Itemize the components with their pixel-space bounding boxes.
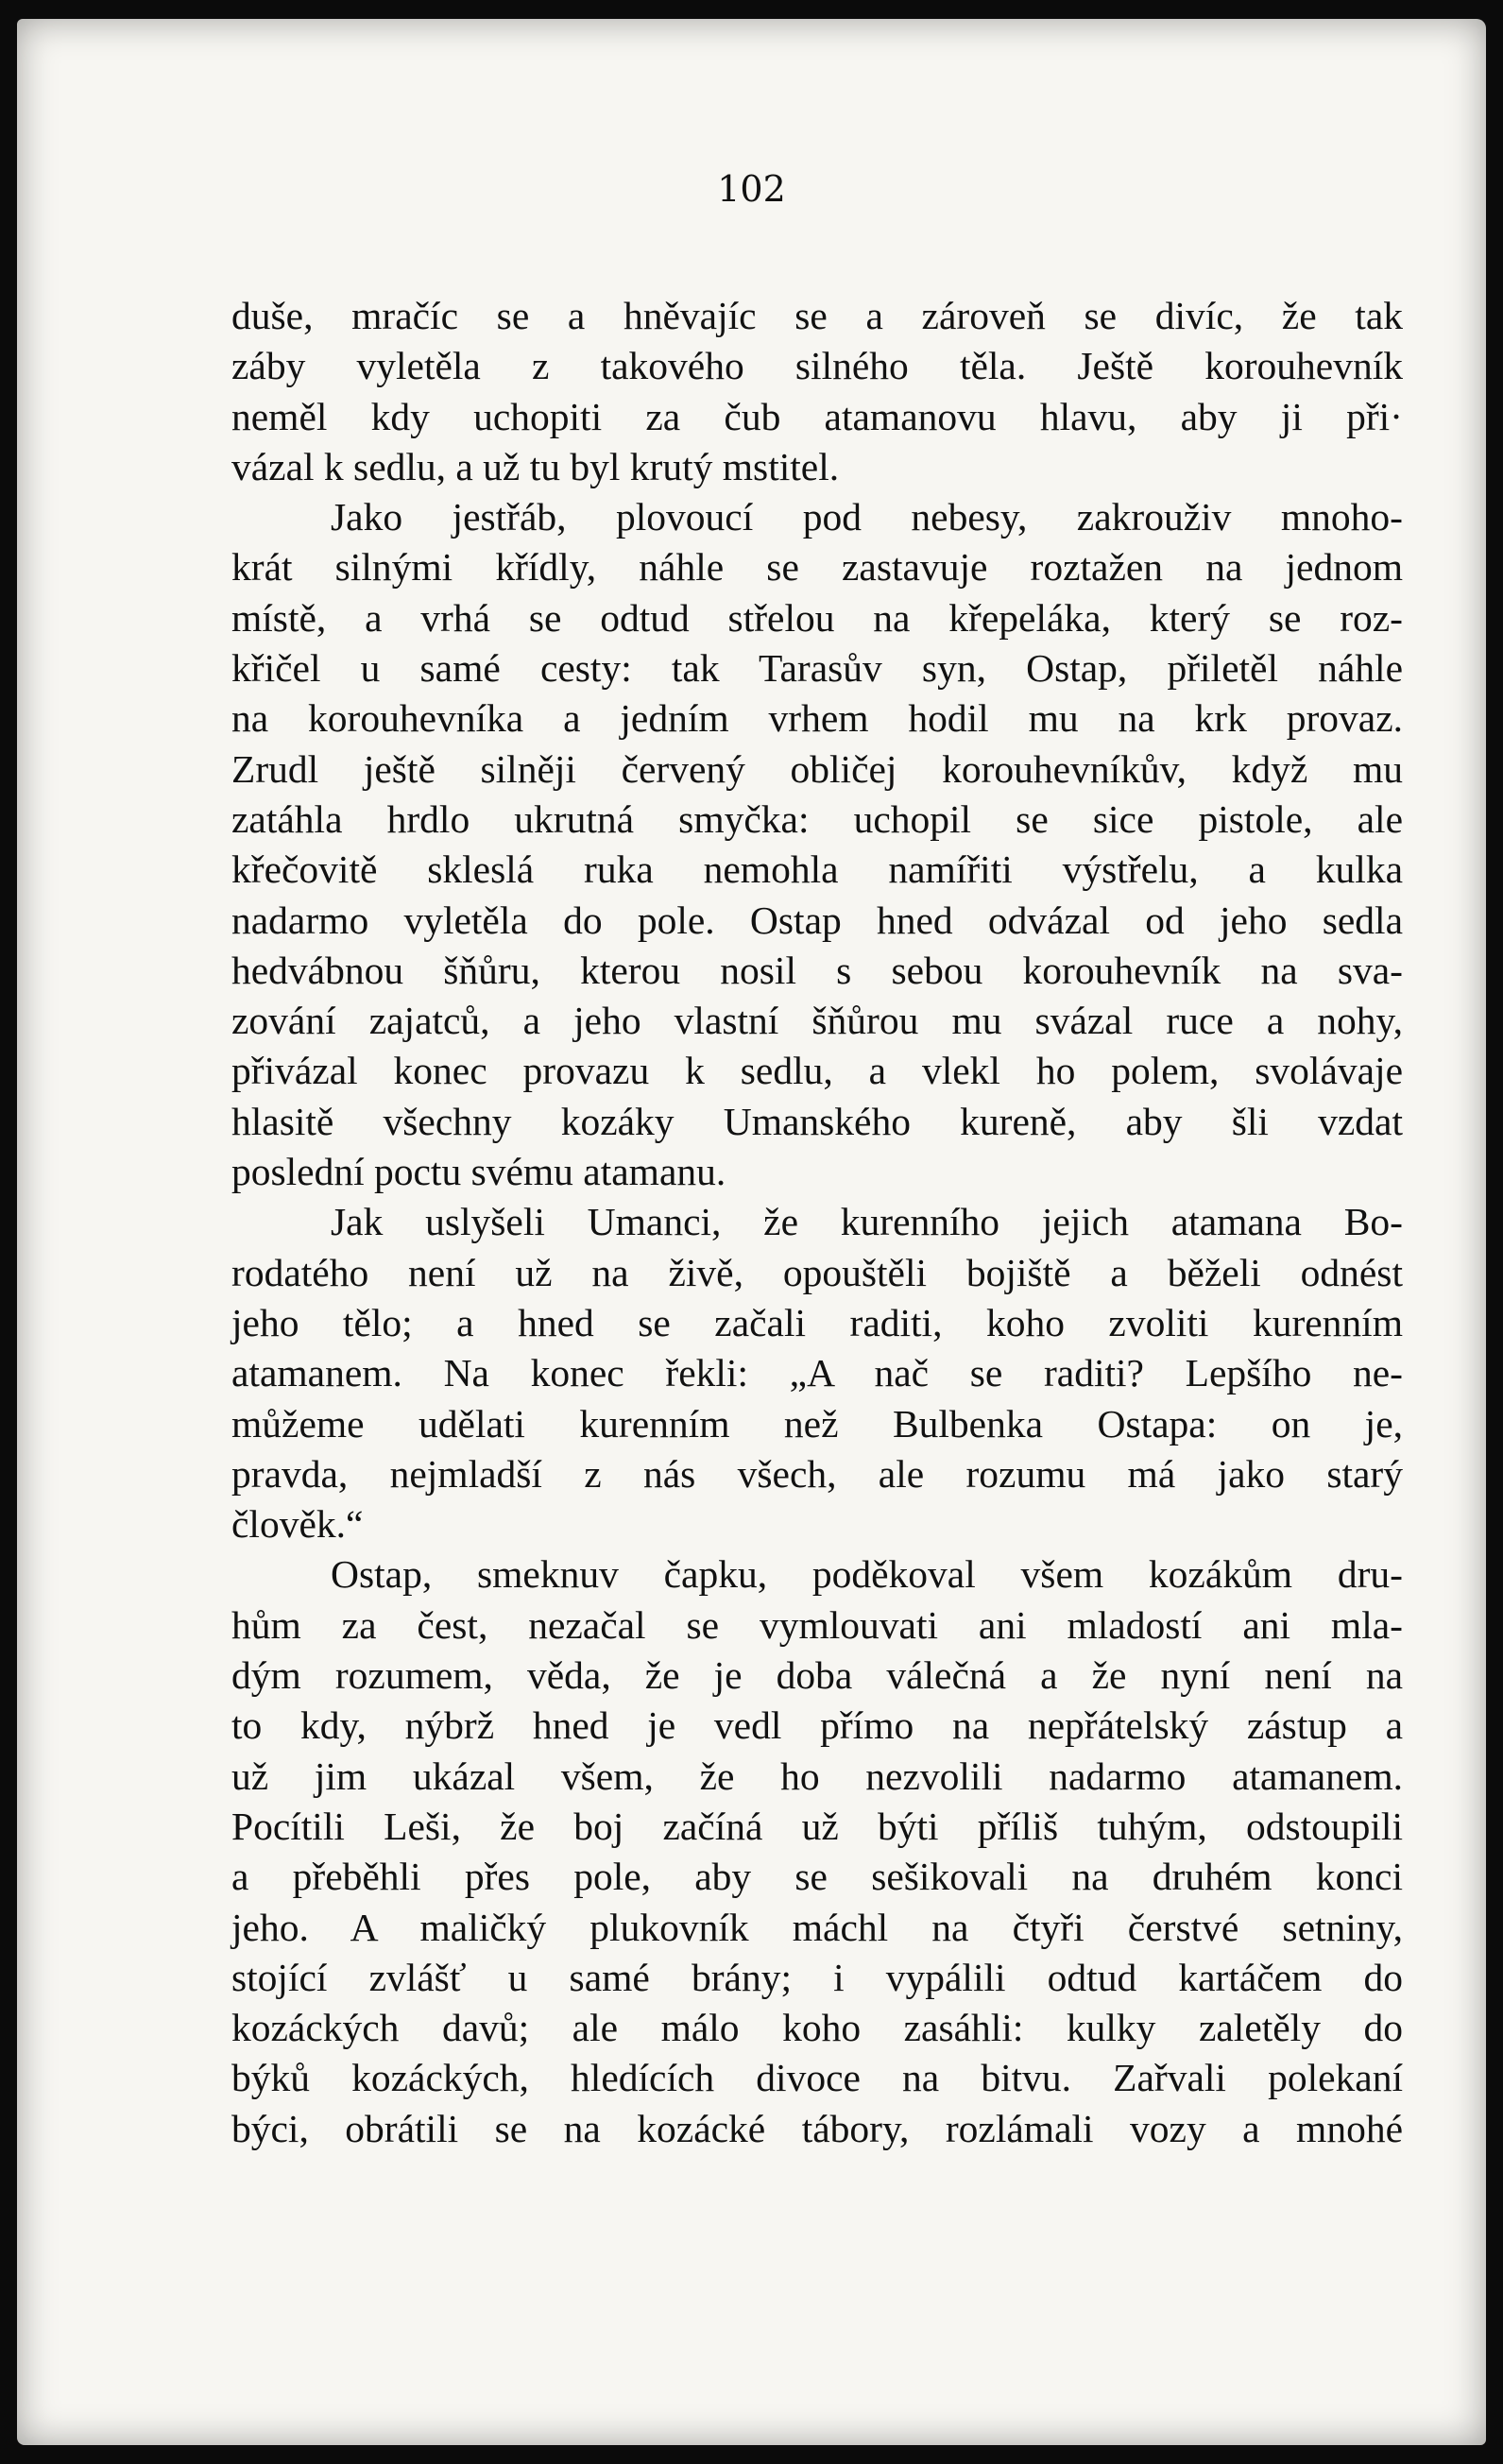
text-line: býků kozáckých, hledících divoce na bitvu. Zařvali polekaní (231, 2056, 1403, 2100)
body-text (231, 291, 1403, 2154)
text-line: křečovitě skleslá ruka nemohla namířiti výstřelu, a kulka (231, 847, 1403, 892)
text-line: rodatého není už na živě, opouštěli bojiště a běželi odnést (231, 1250, 1403, 1294)
page-number: 102 (717, 168, 786, 210)
text-line: stojící zvlášť u samé brány; i vypálili odtud kartáčem do (231, 1955, 1403, 1999)
text-line: místě, a vrhá se odtud střelou na křepeláka, který se roz- (231, 595, 1403, 640)
text-line: pravda, nejmladší z nás všech, ale rozumu má jako starý (231, 1451, 1403, 1496)
text-line: Ostap, smeknuv čapku, poděkoval všem kozákům dru- (331, 1552, 1403, 1597)
text-line: dým rozumem, věda, že je doba válečná a že nyní není na (231, 1653, 1403, 1698)
text-line: záby vyletěla z takového silného těla. Ještě korouhevník (231, 344, 1403, 388)
text-line: Pocítili Leši, že boj začíná už býti příliš tuhým, odstoupili (231, 1804, 1403, 1848)
text-line: zatáhla hrdlo ukrutná smyčka: uchopil se sice pistole, ale (231, 796, 1403, 841)
text-line: kozáckých davů; ale málo koho zasáhli: kulky zaletěly do (231, 2006, 1403, 2050)
text-line: to kdy, nýbrž hned je vedl přímo na nepřátelský zástup a (231, 1703, 1403, 1748)
text-line: zování zajatců, a jeho vlastní šňůrou mu svázal ruce a nohy, (231, 999, 1403, 1043)
text-line: člověk.“ (231, 1502, 364, 1547)
text-line: hlasitě všechny kozáky Umanského kureně, aby šli vzdat (231, 1099, 1403, 1143)
text-line: můžeme udělati kurenním než Bulbenka Ostapa: on je, (231, 1401, 1403, 1446)
text-line: jeho. A maličký plukovník máchl na čtyři čerstvé setniny, (231, 1905, 1403, 1949)
text-line: přivázal konec provazu k sedlu, a vlekl ho polem, svolávaje (231, 1049, 1403, 1093)
text-line: duše, mračíc se a hněvajíc se a zároveň se divíc, že tak (231, 294, 1403, 337)
text-line: nadarmo vyletěla do pole. Ostap hned odvázal od jeho sedla (231, 898, 1403, 942)
text-line: hům za čest, nezačal se vymlouvati ani mladostí ani mla- (231, 1602, 1403, 1647)
text-line: Zrudl ještě silněji červený obličej korouhevníkův, když mu (231, 746, 1403, 791)
text-line: krát silnými křídly, náhle se zastavuje roztažen na jednom (231, 545, 1403, 590)
text-line: poslední poctu svému atamanu. (231, 1150, 726, 1194)
text-line: a přeběhli přes pole, aby se sešikovali na druhém konci (231, 1855, 1403, 1899)
text-line: jeho tělo; a hned se začali raditi, koho zvoliti kurenním (231, 1300, 1403, 1344)
text-line: Jak uslyšeli Umanci, že kurenního jejich atamana Bo- (331, 1200, 1403, 1244)
text-line: atamanem. Na konec řekli: „A nač se raditi? Lepšího ne- (231, 1351, 1403, 1395)
text-line: hedvábnou šňůru, kterou nosil s sebou korouhevník na sva- (231, 948, 1403, 992)
text-line: už jim ukázal všem, že ho nezvolili nadarmo atamanem. (231, 1754, 1403, 1798)
text-line: křičel u samé cesty: tak Tarasův syn, Ostap, přiletěl náhle (231, 646, 1403, 691)
text-line: vázal k sedlu, a už tu byl krutý mstitel. (231, 444, 840, 488)
text-line: býci, obrátili se na kozácké tábory, rozlámali vozy a mnohé (231, 2106, 1403, 2150)
text-line: Jako jestřáb, plovoucí pod nebesy, zakrouživ mnoho- (331, 495, 1403, 539)
text-line: neměl kdy uchopiti za čub atamanovu hlavu, aby ji při· (231, 394, 1403, 438)
text-line: na korouhevníka a jedním vrhem hodil mu na krk provaz. (231, 696, 1403, 741)
